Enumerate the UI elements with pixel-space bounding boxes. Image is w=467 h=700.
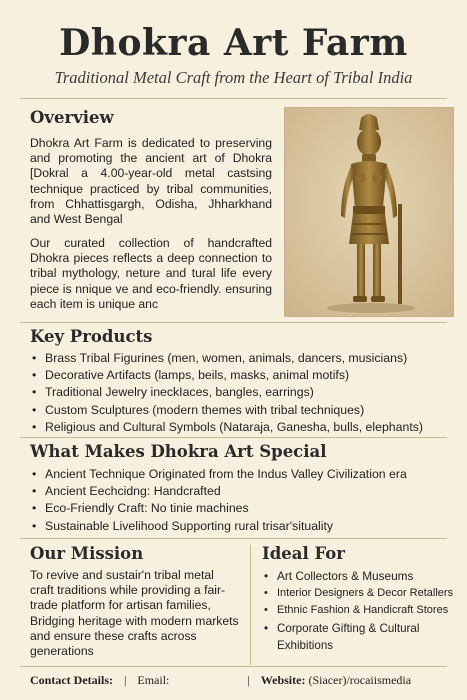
overview-heading: Overview	[30, 108, 114, 127]
overview-paragraph-2: Our curated collection of handcrafted Dhokra pieces reflects a deep connection to tribal mythology, neture and tural life every piece is nnique ve and eco-friendly. ensuring each item is unique anc	[30, 236, 272, 311]
ideal-for-heading: Ideal For	[262, 544, 345, 563]
list-item: • Sustainable Livelihood Supporting rural trisar'situality	[32, 518, 407, 535]
separator: |	[247, 673, 250, 687]
header-divider	[20, 98, 447, 99]
list-item: • Decorative Artifacts (lamps, beils, masks, animal motifs)	[32, 367, 423, 384]
mission-heading: Our Mission	[30, 544, 144, 563]
special-list	[32, 466, 407, 535]
email-label: Email:	[137, 673, 170, 687]
list-item: • Ancient Eechcidng: Handcrafted	[32, 483, 407, 500]
section-divider-3	[20, 538, 447, 539]
figurine-illustration	[285, 108, 453, 316]
list-item: • Corporate Gifting & Cultural Exhibitions	[264, 620, 457, 654]
footer-divider	[20, 666, 447, 667]
list-item: • Ethnic Fashion & Handicraft Stores	[264, 602, 459, 619]
list-item: • Brass Tribal Figurines (men, women, animals, dancers, musicians)	[32, 350, 423, 367]
list-item: • Art Collectors & Museums	[264, 568, 459, 585]
section-divider-2	[20, 437, 447, 438]
contact-details	[30, 673, 450, 688]
contact-label: Contact Details:	[30, 673, 113, 687]
special-heading: What Makes Dhokra Art Special	[30, 442, 327, 461]
page-title: Dhokra Art Farm	[59, 22, 408, 64]
section-divider-1	[20, 322, 447, 323]
page-subtitle: Traditional Metal Craft from the Heart of Tribal India	[54, 68, 413, 87]
list-item: • Ancient Technique Originated from the Indus Valley Civilization era	[32, 466, 407, 483]
column-divider	[250, 545, 251, 665]
list-item: • Traditional Jewelry ineckIaces, bangles, earrings)	[32, 384, 423, 401]
website-label: Website:	[260, 673, 306, 687]
dhokra-figurine-image	[284, 107, 454, 317]
list-item: • Interior Designers & Decor Retallers	[264, 585, 459, 602]
mission-text: To revive and sustair'n tribal metal craft traditions while providing a fair-trade platform for artisan families, Bridging heritage with modern markets and ensure these crafts across generations	[30, 568, 239, 659]
ideal-for-list	[264, 568, 459, 654]
overview-paragraph-1: Dhokra Art Farm is dedicated to preserving and promoting the ancient art of Dhokra [Dokral a 4.00-year-old metal castsing technique practiced by tribal communities, from Chhattisgargh, Odisha, Jhharkhand and West Bengal	[30, 136, 272, 227]
list-item: • Eco-Friendly Craft: No tinie machines	[32, 500, 407, 517]
key-products-list	[32, 350, 423, 436]
separator: |	[123, 673, 127, 687]
list-item: • Religious and Cultural Symbols (Nataraja, Ganesha, bulls, elephants)	[32, 419, 423, 436]
website-value[interactable]: (Siacer)/rocaiismedia	[308, 673, 412, 687]
key-products-heading: Key Products	[30, 327, 153, 346]
list-item: • Custom Sculptures (modern themes with tribal techniques)	[32, 402, 423, 419]
